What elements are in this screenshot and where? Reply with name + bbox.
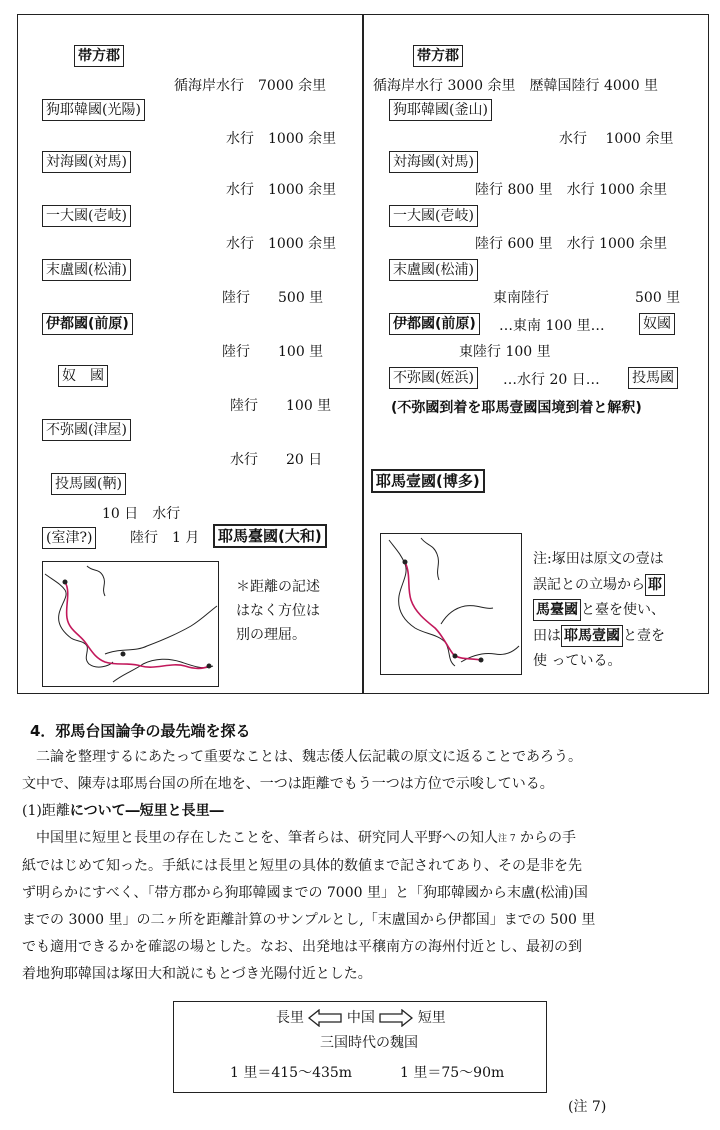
right-route-6: …東南 100 里… <box>499 318 605 334</box>
right-route-5b: 500 里 <box>635 290 681 306</box>
diagram-short-label: 短里 <box>417 1010 446 1026</box>
right-note-text-3b: と臺を使い、 <box>581 602 665 618</box>
right-iki-box: 一大國(壱岐) <box>389 205 478 227</box>
left-route-6: 陸行 100 里 <box>222 344 324 360</box>
left-ito-box: 伊都國(前原) <box>42 313 133 335</box>
right-route-2: 水行 1000 余里 <box>559 131 674 147</box>
right-route-map <box>380 533 522 675</box>
right-note-text-2a: 誤記との立場から <box>533 576 645 593</box>
diagram-short-value: 1 里＝75～90m <box>400 1065 505 1081</box>
left-route-5: 陸行 500 里 <box>222 290 324 306</box>
right-note-text-4c: と壹を <box>623 627 665 644</box>
paragraph-2-line-4: までの 3000 里」の二ヶ所を距離計算のサンプルとし,「末盧国から伊都国」までの 500 里 <box>22 912 596 928</box>
left-iki-box: 一大國(壱岐) <box>42 205 131 227</box>
paragraph-1-line-1: 二論を整理するにあたって重要なことは、魏志倭人伝記載の原文に返ることであろう。 <box>22 749 582 765</box>
right-route-4: 陸行 600 里 水行 1000 余里 <box>475 236 668 252</box>
left-route-9: 10 日 水行 <box>102 506 181 522</box>
paragraph-1-line-2: 文中で、陳寿は耶馬台国の所在地を、一つは距離でもう一つは方位で示唆している。 <box>22 776 554 792</box>
right-route-7: 東陸行 100 里 <box>459 344 551 360</box>
right-route-3: 陸行 800 里 水行 1000 余里 <box>475 182 668 198</box>
right-tsushima-box: 対海國(対馬) <box>389 151 478 173</box>
diagram-top-row <box>276 1008 446 1028</box>
left-map-svg <box>43 562 218 686</box>
left-gouya-box: 狗耶韓國(光陽) <box>42 99 145 121</box>
footnote-ref-7: 注 7 <box>498 834 516 844</box>
subsection-heading <box>22 798 224 825</box>
right-explanation: (不弥國到着を耶馬壹國国境到着と解釈) <box>391 400 642 416</box>
left-route-4: 水行 1000 余里 <box>226 236 337 252</box>
left-arrow-icon <box>308 1009 342 1027</box>
right-route-8: …水行 20 日… <box>503 372 600 388</box>
left-route-2: 水行 1000 余里 <box>226 131 337 147</box>
left-note-line-3: 別の理屈。 <box>236 627 306 643</box>
subsection-title: について―短里と長里― <box>69 803 224 819</box>
left-touma-box: 投馬國(鞆) <box>51 473 126 495</box>
section-paragraph-2 <box>22 825 595 988</box>
left-daifang-box: 帯方郡 <box>74 45 124 67</box>
paragraph-2-line-1b: からの手 <box>515 830 577 846</box>
left-route-1: 循海岸水行 7000 余里 <box>174 78 327 94</box>
left-yamatai-box: 耶馬臺國(大和) <box>213 524 327 548</box>
right-note-madai-box: 馬臺國 <box>533 599 581 621</box>
left-muro-box: (室津?) <box>42 527 96 549</box>
diagram-long-label: 長里 <box>276 1010 304 1026</box>
right-map-svg <box>381 534 521 674</box>
right-yamaichi-box: 耶馬壹國(博多) <box>371 469 485 493</box>
right-arrow-icon <box>379 1009 413 1027</box>
left-route-map <box>42 561 219 687</box>
left-route-3: 水行 1000 余里 <box>226 182 337 198</box>
li-unit-diagram <box>173 1001 547 1093</box>
section-paragraph-1 <box>22 744 582 798</box>
paragraph-2-line-6: 着地狗耶韓国は塚田大和説にもとづき光陽付近とした。 <box>22 966 372 982</box>
paragraph-2-line-1 <box>22 825 595 853</box>
right-note-line-2 <box>533 573 665 599</box>
diagram-long-value: 1 里＝415～435m <box>230 1065 353 1081</box>
right-fumi-box: 不弥國(姪浜) <box>389 367 478 389</box>
left-route-10: 陸行 1 月 <box>130 530 200 546</box>
diagram-china-label: 中国 <box>346 1010 375 1026</box>
right-note-yamaichi-box: 耶馬壹國 <box>561 625 623 647</box>
right-note-line-1: 注:塚田は原文の壹は <box>533 551 664 567</box>
right-note-line-4 <box>533 624 665 650</box>
right-na-box: 奴國 <box>639 313 675 335</box>
right-ito-box: 伊都國(前原) <box>389 313 480 335</box>
left-tsushima-box: 対海國(対馬) <box>42 151 131 173</box>
right-note-ya-box: 耶 <box>645 574 665 596</box>
right-route-5a: 東南陸行 <box>493 290 549 306</box>
paragraph-2-line-2: 紙ではじめて知った。手紙には長里と短里の具体的数値まで記されてあり、その是非を先 <box>22 858 582 874</box>
subsection-prefix: (1)距離 <box>22 803 70 819</box>
paragraph-2-line-3: ず明らかにすべく、「帯方郡から狗耶韓國までの 7000 里」と「狗耶韓國から末盧(松浦)国 <box>22 885 588 901</box>
section-heading: 4．邪馬台国論争の最先端を探る <box>30 722 251 740</box>
right-gouya-box: 狗耶韓國(釜山) <box>389 99 492 121</box>
left-note-line-1: ＊距離の記述 <box>236 579 320 595</box>
right-note-line-5: 使 っている。 <box>533 653 622 669</box>
right-matsuro-box: 末盧國(松浦) <box>389 259 478 281</box>
right-daifang-box: 帯方郡 <box>413 45 463 67</box>
left-route-panel <box>17 14 364 694</box>
left-fumi-box: 不弥國(津屋) <box>42 419 131 441</box>
right-note <box>533 547 665 675</box>
left-note-line-2: はなく方位は <box>236 603 320 619</box>
paragraph-2-line-5: でも適用できるかを確認の場とした。なお、出発地は平穣南方の海州付近とし、最初の到 <box>22 939 582 955</box>
right-note-line-3 <box>533 598 665 624</box>
left-matsuro-box: 末盧國(松浦) <box>42 259 131 281</box>
paragraph-2-line-1a: 中国里に短里と長里の存在したことを、筆者らは、研究同人平野への知人 <box>22 830 498 846</box>
right-touma-box: 投馬國 <box>628 367 678 389</box>
footnote-label: (注 7) <box>568 1099 607 1115</box>
right-note-text-4a: 田は <box>533 627 561 644</box>
left-route-7: 陸行 100 里 <box>230 398 332 414</box>
left-note <box>236 575 320 647</box>
right-route-1: 循海岸水行 3000 余里 歴韓国陸行 4000 里 <box>373 78 659 94</box>
left-na-box: 奴 國 <box>58 365 108 387</box>
diagram-era: 三国時代の魏国 <box>320 1035 418 1051</box>
left-route-8: 水行 20 日 <box>230 452 323 468</box>
right-route-panel <box>362 14 709 694</box>
